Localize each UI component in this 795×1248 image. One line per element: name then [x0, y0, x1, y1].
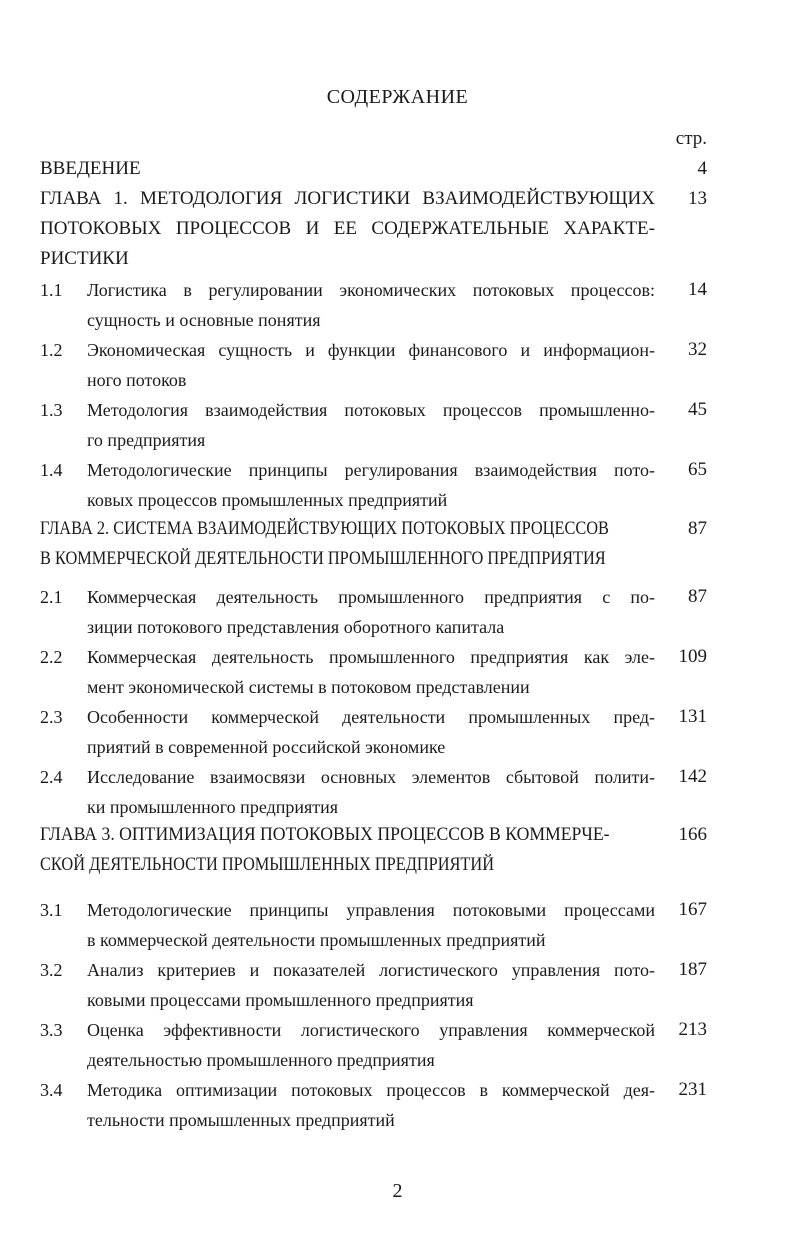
- section-title-line: Методология взаимодействия потоковых процессов промышленно-: [87, 400, 655, 420]
- section-number: 1.4: [40, 460, 63, 480]
- section-title-line: ковых процессов промышленных предприятий: [87, 490, 448, 510]
- section-page: 167: [678, 899, 707, 920]
- section-title-line: го предприятия: [87, 430, 206, 450]
- section-title-line: приятий в современной российской экономике: [87, 737, 446, 757]
- section-page: 32: [688, 339, 707, 360]
- section-title-line: ковыми процессами промышленного предприятия: [87, 990, 474, 1010]
- section-number: 3.4: [40, 1080, 63, 1100]
- section-number: 1.2: [40, 340, 63, 360]
- section-number: 1.1: [40, 280, 63, 300]
- section-number: 2.1: [40, 587, 63, 607]
- section-title-line: сущность и основные понятия: [87, 310, 321, 330]
- section-number: 3.2: [40, 960, 63, 980]
- section-title-line: Исследование взаимосвязи основных элементов сбытовой полити-: [87, 767, 655, 787]
- section-title-line: ного потоков: [87, 370, 187, 390]
- section-number: 2.4: [40, 767, 63, 787]
- page-column-label: стр.: [675, 128, 707, 149]
- section-title-line: ки промышленного предприятия: [87, 797, 339, 817]
- section-title-line: Логистика в регулировании экономических потоковых процессов:: [87, 280, 655, 300]
- page-number: 2: [392, 1180, 403, 1202]
- section-title-line: тельности промышленных предприятий: [87, 1110, 395, 1130]
- chapter-title-text: В КОММЕРЧЕСКОЙ ДЕЯТЕЛЬНОСТИ ПРОМЫШЛЕННОГО ПРЕДПРИЯТИЯ: [40, 548, 606, 569]
- section-number: 2.3: [40, 707, 63, 727]
- section-title-line: Экономическая сущность и функции финансового и информацион-: [87, 340, 655, 360]
- section-title-line: Коммерческая деятельность промышленного предприятия как эле-: [87, 647, 655, 667]
- section-number: 1.3: [40, 400, 63, 420]
- section-page: 45: [688, 399, 707, 420]
- chapter-page: 87: [688, 518, 707, 539]
- section-title-line: Особенности коммерческой деятельности промышленных пред-: [87, 707, 655, 727]
- chapter-title-line: [40, 850, 568, 880]
- section-page: 187: [678, 959, 707, 980]
- section-title-line: Методологические принципы регулирования взаимодействия пото-: [87, 460, 655, 480]
- chapter-title-line: РИСТИКИ: [40, 248, 129, 269]
- section-title-line: мент экономической системы в потоковом представлении: [87, 677, 530, 697]
- section-title-line: в коммерческой деятельности промышленных предприятий: [87, 930, 546, 950]
- page-title: СОДЕРЖАНИЕ: [326, 86, 469, 108]
- toc-intro-label: ВВЕДЕНИЕ: [40, 158, 141, 179]
- section-title-line: Оценка эффективности логистического управления коммерческой: [87, 1020, 655, 1040]
- section-page: 142: [678, 766, 707, 787]
- section-page: 131: [678, 706, 707, 727]
- section-title-line: зиции потокового представления оборотного капитала: [87, 617, 505, 637]
- section-page: 87: [688, 586, 707, 607]
- chapter-title-line: [40, 820, 652, 850]
- chapter-title-line: ПОТОКОВЫХ ПРОЦЕССОВ И ЕЕ СОДЕРЖАТЕЛЬНЫЕ ХАРАКТЕ-: [40, 218, 655, 239]
- chapter-page: 13: [688, 188, 707, 209]
- chapter-page: 166: [678, 824, 707, 845]
- section-page: 14: [688, 279, 707, 300]
- section-page: 213: [678, 1019, 707, 1040]
- chapter-title-text: СКОЙ ДЕЯТЕЛЬНОСТИ ПРОМЫШЛЕННЫХ ПРЕДПРИЯТИЙ: [40, 854, 495, 875]
- section-page: 65: [688, 459, 707, 480]
- section-page: 109: [678, 646, 707, 667]
- chapter-title-line: ГЛАВА 1. МЕТОДОЛОГИЯ ЛОГИСТИКИ ВЗАИМОДЕЙСТВУЮЩИХ: [40, 188, 655, 209]
- section-page: 231: [678, 1079, 707, 1100]
- toc-intro-page: 4: [697, 158, 707, 179]
- chapter-title-text: ГЛАВА 3. ОПТИМИЗАЦИЯ ПОТОКОВЫХ ПРОЦЕССОВ В КОММЕРЧЕ-: [40, 824, 610, 845]
- section-title-line: Методика оптимизации потоковых процессов в коммерческой дея-: [87, 1080, 655, 1100]
- chapter-title-text: ГЛАВА 2. СИСТЕМА ВЗАИМОДЕЙСТВУЮЩИХ ПОТОКОВЫХ ПРОЦЕССОВ: [40, 518, 609, 539]
- section-number: 2.2: [40, 647, 63, 667]
- section-title-line: Методологические принципы управления потоковыми процессами: [87, 900, 655, 920]
- chapter-title-line: [40, 514, 702, 544]
- section-title-line: Анализ критериев и показателей логистического управления пото-: [87, 960, 655, 980]
- section-title-line: Коммерческая деятельность промышленного предприятия с по-: [87, 587, 655, 607]
- section-number: 3.3: [40, 1020, 63, 1040]
- section-title-line: деятельностью промышленного предприятия: [87, 1050, 435, 1070]
- section-number: 3.1: [40, 900, 63, 920]
- chapter-title-line: [40, 544, 698, 574]
